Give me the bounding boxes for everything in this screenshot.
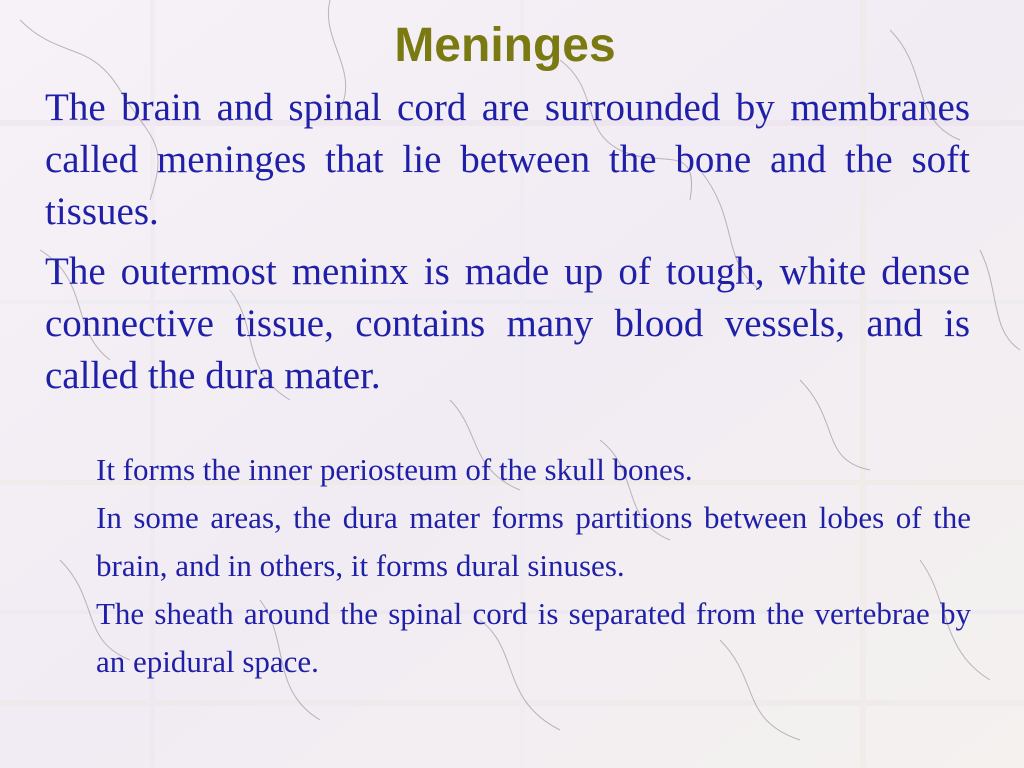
paragraph-dura-mater: The outermost meninx is made up of tough, white dense connective tissue, contains many blood vessels, and is called the dura mater. [45,250,970,397]
paragraph-meninges-intro: The brain and spinal cord are surrounded by membranes called meninges that lie between the bone and the soft tissues. [45,86,970,233]
detail-periosteum: It forms the inner periosteum of the skull bones. [96,452,693,487]
slide-title: Meninges [394,19,616,72]
dura-mater-details [96,446,971,686]
detail-epidural-space: The sheath around the spinal cord is separated from the vertebrae by an epidural space. [96,596,971,679]
detail-partitions: In some areas, the dura mater forms partitions between lobes of the brain, and in others, it forms dural sinuses. [96,500,971,583]
